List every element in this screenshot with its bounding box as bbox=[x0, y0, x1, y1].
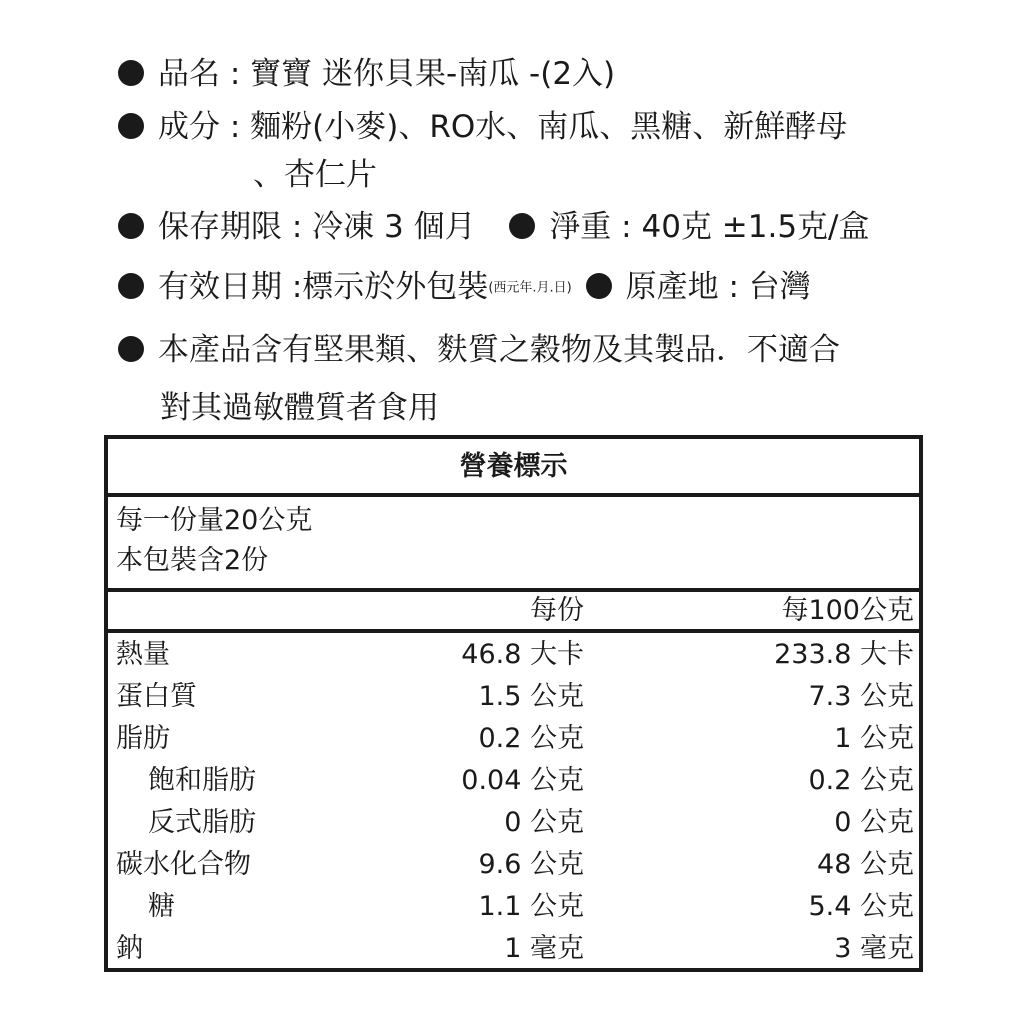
product-name: 品名 : 寶寶 迷你貝果-南瓜 -(2入) bbox=[158, 56, 616, 92]
bullet-icon bbox=[118, 113, 144, 139]
nutrient-per-100g: 3 毫克 bbox=[834, 933, 914, 964]
nutrient-row bbox=[108, 676, 919, 718]
origin: 原產地 : 台灣 bbox=[625, 269, 811, 305]
nutrient-label: 糖 bbox=[148, 891, 175, 922]
nutrient-row bbox=[108, 634, 919, 676]
allergen-line-1: 本產品含有堅果類、麩質之穀物及其製品．不適合 bbox=[158, 332, 840, 368]
expiry-note: (西元年.月.日) bbox=[488, 280, 572, 296]
nutrient-per-100g: 7.3 公克 bbox=[808, 681, 914, 712]
nutrition-title: 營養標示 bbox=[108, 439, 919, 497]
expiry-label: 有效日期 :標示於外包裝 bbox=[158, 269, 489, 305]
ingredients-line-2: 、杏仁片 bbox=[253, 157, 377, 193]
nutrient-label: 碳水化合物 bbox=[116, 849, 251, 880]
nutrient-row bbox=[108, 844, 919, 886]
nutrient-per-serving: 0.2 公克 bbox=[478, 723, 584, 754]
per-serving-header: 每份 bbox=[530, 595, 584, 626]
product-name-row bbox=[118, 52, 615, 96]
bullet-icon bbox=[118, 60, 144, 86]
allergen-row bbox=[118, 328, 840, 372]
nutrient-per-100g: 0 公克 bbox=[834, 807, 914, 838]
bullet-icon bbox=[118, 213, 144, 239]
nutrient-label: 熱量 bbox=[116, 639, 170, 670]
nutrient-per-100g: 5.4 公克 bbox=[808, 891, 914, 922]
allergen-line-2: 對其過敏體質者食用 bbox=[160, 390, 439, 426]
serving-info bbox=[108, 501, 919, 592]
nutrient-row bbox=[108, 718, 919, 760]
nutrient-label: 飽和脂肪 bbox=[148, 765, 256, 796]
shelf-life: 保存期限 : 冷凍 3 個月 bbox=[158, 209, 476, 245]
nutrient-per-serving: 9.6 公克 bbox=[478, 849, 584, 880]
nutrient-per-serving: 1 毫克 bbox=[504, 933, 584, 964]
nutrient-label: 鈉 bbox=[116, 933, 143, 964]
nutrient-per-serving: 0.04 公克 bbox=[461, 765, 584, 796]
nutrient-row bbox=[108, 886, 919, 928]
net-weight: 淨重 : 40克 ±1.5克/盒 bbox=[549, 209, 870, 245]
bullet-icon bbox=[118, 336, 144, 362]
shelf-life-row bbox=[118, 205, 869, 249]
nutrition-facts-panel bbox=[104, 435, 923, 972]
nutrient-per-serving: 1.5 公克 bbox=[478, 681, 584, 712]
nutrient-per-serving: 0 公克 bbox=[504, 807, 584, 838]
nutrient-per-serving: 46.8 大卡 bbox=[461, 639, 584, 670]
serving-size: 每一份量20公克 bbox=[116, 505, 313, 536]
nutrient-per-serving: 1.1 公克 bbox=[478, 891, 584, 922]
nutrient-label: 反式脂肪 bbox=[148, 807, 256, 838]
nutrient-row bbox=[108, 802, 919, 844]
expiry-row bbox=[118, 265, 811, 311]
servings-per-package: 本包裝含2份 bbox=[116, 545, 269, 576]
nutrient-row bbox=[108, 928, 919, 970]
nutrient-per-100g: 48 公克 bbox=[817, 849, 914, 880]
nutrient-row bbox=[108, 760, 919, 802]
nutrient-per-100g: 0.2 公克 bbox=[808, 765, 914, 796]
bullet-icon bbox=[509, 213, 535, 239]
nutrition-header-row bbox=[108, 592, 919, 633]
bullet-icon bbox=[118, 273, 144, 299]
bullet-icon bbox=[586, 273, 612, 299]
nutrient-per-100g: 233.8 大卡 bbox=[774, 639, 914, 670]
per-100g-header: 每100公克 bbox=[781, 595, 914, 626]
ingredients-row bbox=[118, 105, 847, 149]
nutrient-label: 蛋白質 bbox=[116, 681, 197, 712]
ingredients-line-1: 成分 : 麵粉(小麥)、RO水、南瓜、黑糖、新鮮酵母 bbox=[158, 109, 848, 145]
nutrient-label: 脂肪 bbox=[116, 723, 170, 754]
nutrient-per-100g: 1 公克 bbox=[834, 723, 914, 754]
nutrition-rows bbox=[108, 633, 919, 970]
